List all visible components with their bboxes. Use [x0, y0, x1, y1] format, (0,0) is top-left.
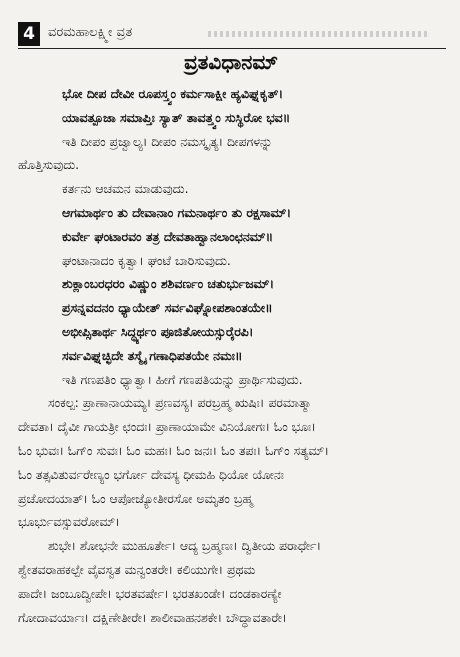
text-line: ಗೋದಾವರ್ಯಾಃ। ದಕ್ಷಿಣೇತೀರೇ। ಶಾಲೀವಾಹನಶಕೇ। ಬೌದ್ಧಾವತಾರೇ।: [18, 609, 287, 625]
text-line: ಶುಕ್ಲಾಂಬರಧರಂ ವಿಷ್ಣುಂ ಶಶಿವರ್ಣಂ ಚತುರ್ಭುಜಮ್।: [62, 276, 275, 292]
text-line: ಘಂಟಾನಾದಂ ಕೃತ್ವಾ। ಘಂಟೆ ಬಾರಿಸುವುದು.: [62, 252, 231, 268]
section-title: ವ್ರತವಿಧಾನಮ್: [184, 50, 278, 74]
text-line: ಭೂರ್ಭುವಸ್ಸುವರೋಮ್।: [18, 514, 120, 530]
verse-lines: [18, 82, 444, 629]
text-line: ಅಭೀಪ್ಸಿತಾರ್ಥ ಸಿದ್ಧ್ಯರ್ಥಂ ಪೂಜಿತೋಯಸ್ಸುರೈರಪಿ।: [62, 323, 254, 339]
text-line: ಇತಿ ದೀಪಂ ಪ್ರಜ್ವಾಲ್ಯ। ದೀಪಂ ನಮಸ್ಕೃತ್ಯ। ದೀಪಗಳನ್ನು: [62, 133, 273, 149]
text-line: ಆಗಮಾರ್ಥಂ ತು ದೇವಾನಾಂ ಗಮನಾರ್ಥಂ ತು ರಕ್ಷಸಾಮ್।: [62, 204, 292, 220]
text-line: ಯಾವತ್ಪೂಜಾ ಸಮಾಪ್ತಿಃ ಸ್ಯಾತ್ ತಾವತ್ತ್ವಂ ಸುಸ್ಥಿರೋ ಭವ॥: [62, 109, 291, 125]
page-body: [18, 48, 444, 629]
running-title: ವರಮಹಾಲಕ್ಷ್ಮೀ ವ್ರತ: [48, 25, 133, 40]
text-line: ಶುಭೇ। ಶೋಭನೇ ಮುಹೂರ್ತೇ। ಆದ್ಯ ಬ್ರಹ್ಮಣಃ। ದ್ವಿತೀಯ ಪರಾರ್ಧೇ।: [48, 538, 322, 554]
text-line: ಭೋ ದೀಪ ದೇವೀ ರೂಪಸ್ತ್ವಂ ಕರ್ಮಸಾಕ್ಷೀ ಹ್ಯವಿಘ್ನಕೃತ್।: [62, 86, 284, 101]
text-line: ಶ್ವೇತವರಾಹಕಲ್ಪೇ ವೈವಸ್ವತ ಮನ್ವಂತರೇ। ಕಲಿಯುಗೇ। ಪ್ರಥಮ: [18, 561, 256, 577]
text-line: ಸಂಕಲ್ಪ: ಪ್ರಾಣಾನಾಯಮ್ಯ। ಪ್ರಣವಸ್ಯ। ಪರಬ್ರಹ್ಮ ಋಷಿಃ। ಪರಮಾತ್ಮಾ: [48, 395, 312, 411]
text-line: ಪ್ರಸನ್ನವದನಂ ಧ್ಯಾಯೇತ್ ಸರ್ವವಿಘ್ನೋಪಶಾಂತಯೇ॥: [62, 300, 273, 316]
text-line: ಕುರ್ವೇ ಘಂಟಾರವಂ ತತ್ರ ದೇವತಾಹ್ವಾನಲಾಂಛನಮ್॥: [62, 228, 274, 244]
text-line: ಹೊತ್ತಿಸುವುದು.: [18, 157, 80, 173]
text-line: ಓಂ ಭುವಃ। ಓಗ್ಂ ಸುವಃ। ಓಂ ಮಹಃ। ಓಂ ಜನಃ। ಓಂ ತಪಃ। ಓಗ್ಂ ಸತ್ಯಮ್।: [18, 442, 329, 458]
text-line: ಇತಿ ಗಣಪತಿಂ ಧ್ಯಾತ್ವಾ। ಹೀಗೆ ಗಣಪತಿಯನ್ನು ಪ್ರಾರ್ಥಿಸುವುದು.: [62, 371, 303, 387]
page-number: 4: [18, 22, 40, 46]
text-line: ಸರ್ವವಿಘ್ನಚ್ಛಿದೇ ತಸ್ಮೈ ಗಣಾಧಿಪತಯೇ ನಮಃ॥: [62, 347, 243, 363]
text-line: ಪಾದೇ। ಜಂಬೂದ್ವೀಪೇ। ಭರತವರ್ಷೇ। ಭರತಖಂಡೇ। ದಂಡಕಾರಣ್ಯೇ: [18, 585, 282, 601]
text-line: ಓಂ ತತ್ಸವಿತುರ್ವರೇಣ್ಯಂ ಭರ್ಗೋ ದೇವಸ್ಯ ಧೀಮಹಿ ಧಿಯೋ ಯೋನಃ: [18, 466, 284, 482]
text-line: ದೇವತಾ। ದೈವೀ ಗಾಯತ್ರೀ ಛಂದಃ। ಪ್ರಾಣಾಯಾಮೇ ವಿನಿಯೋಗಃ। ಓಂ ಭೂಃ।: [18, 419, 316, 435]
header-rule-decoration: [208, 31, 428, 37]
text-line: ಕರ್ತನು ಆಚಮನ ಮಾಡುವುದು.: [62, 181, 189, 197]
text-line: ಪ್ರಚೋದಯಾತ್। ಓಂ ಆಪೋಜ್ಯೋತೀರಸೋ ಅಮೃತಂ ಬ್ರಹ್ಮ: [18, 490, 253, 506]
page-header: [18, 22, 446, 49]
